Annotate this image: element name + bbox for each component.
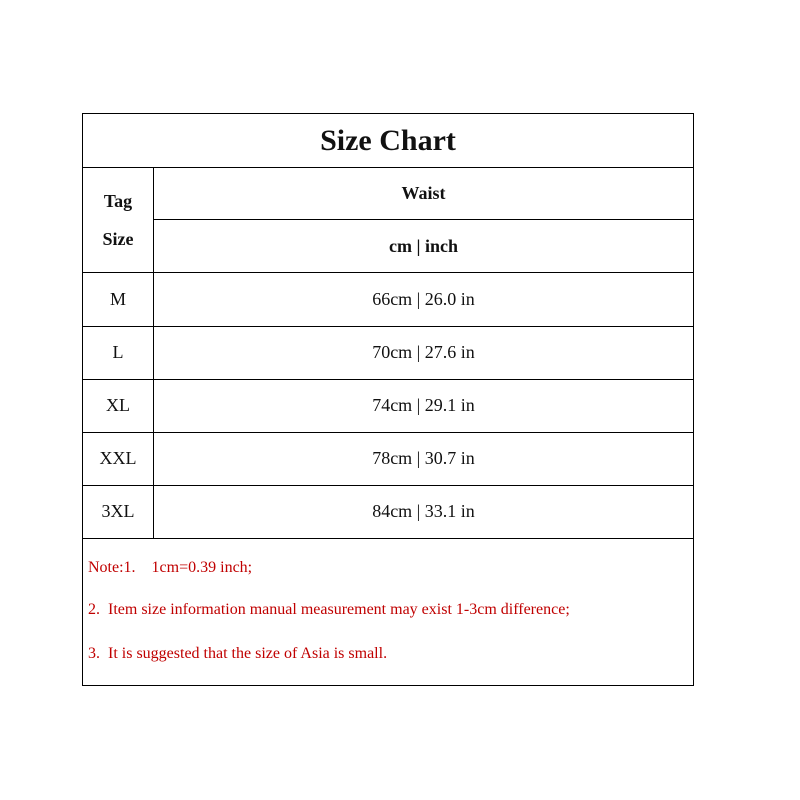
size-label: Size	[102, 228, 134, 249]
waist-header: Waist	[154, 167, 693, 220]
size-cell: M	[83, 273, 154, 326]
table-row	[83, 432, 693, 486]
table-row	[83, 326, 693, 380]
size-cell: XL	[83, 379, 154, 432]
note-line: 3. It is suggested that the size of Asia is small.	[88, 645, 388, 662]
note-line: 2. Item size information manual measurement may exist 1-3cm difference;	[88, 601, 570, 618]
table-row	[83, 379, 693, 433]
size-cell: L	[83, 326, 154, 379]
size-chart-table	[82, 113, 694, 686]
table-row	[83, 273, 693, 327]
table-row	[83, 485, 693, 539]
waist-cell: 78cm | 30.7 in	[372, 448, 475, 468]
waist-cell: 70cm | 27.6 in	[372, 342, 475, 362]
notes-section	[83, 539, 693, 685]
tag-size-header	[83, 167, 154, 273]
note-line: Note:1. 1cm=0.39 inch;	[88, 559, 253, 576]
size-cell: XXL	[83, 432, 154, 485]
size-cell: 3XL	[83, 485, 154, 538]
chart-title: Size Chart	[83, 114, 693, 168]
units-header: cm | inch	[154, 220, 693, 273]
tag-label: Tag	[103, 190, 133, 211]
waist-cell: 66cm | 26.0 in	[372, 289, 475, 309]
waist-cell: 74cm | 29.1 in	[372, 395, 475, 415]
waist-cell: 84cm | 33.1 in	[372, 501, 475, 521]
